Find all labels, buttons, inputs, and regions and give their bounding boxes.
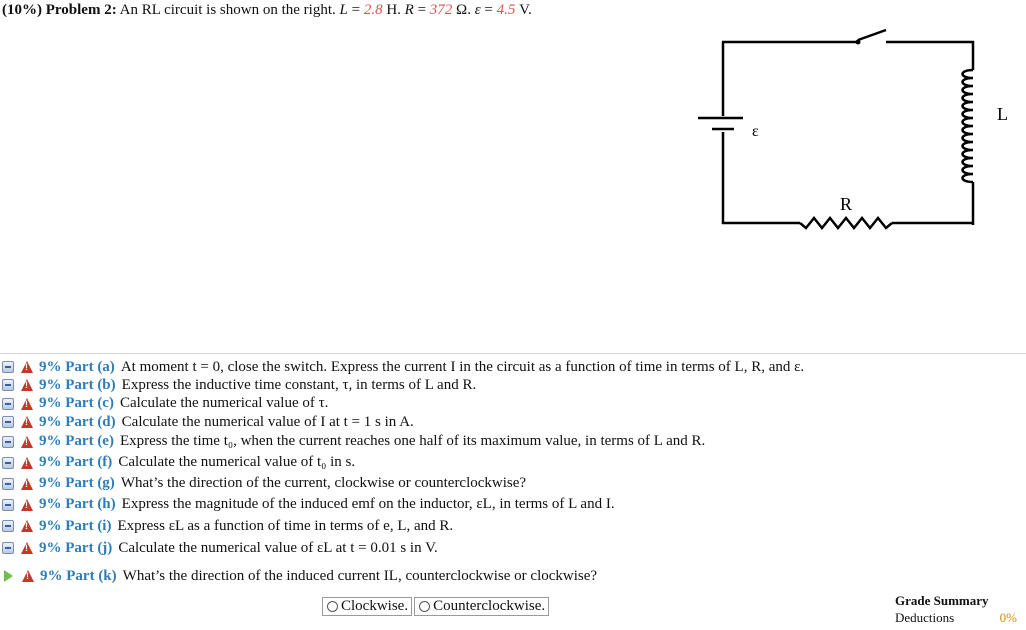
collapse-icon[interactable]	[2, 542, 14, 554]
part-question: Calculate the numerical value of εL at t = 0.01 s in V.	[118, 539, 438, 556]
part-j-row[interactable]	[0, 537, 1026, 559]
part-question: Express εL as a function of time in terms of e, L, and R.	[117, 517, 454, 534]
inductor-coil	[963, 70, 974, 182]
warning-icon	[21, 457, 33, 469]
problem-header: (10%) Problem 2: An RL circuit is shown on the right. L = 2.8 H. R = 372 Ω. ε = 4.5 V.	[2, 2, 532, 18]
part-question: Calculate the numerical value of τ.	[119, 395, 329, 411]
part-question: What’s the direction of the induced current IL, counterclockwise or clockwise?	[122, 567, 598, 584]
problem-intro: An RL circuit is shown on the right.	[119, 2, 336, 18]
emf-unit: V.	[519, 2, 532, 18]
part-h-row[interactable]	[0, 494, 1026, 515]
problem-weight: (10%)	[2, 2, 42, 18]
warning-icon	[21, 520, 33, 532]
collapse-icon[interactable]	[2, 379, 14, 391]
part-i-row[interactable]	[0, 515, 1026, 537]
collapse-icon[interactable]	[2, 457, 14, 469]
part-a-row[interactable]	[0, 358, 1026, 376]
problem-number: Problem 2:	[45, 2, 117, 18]
part-question: Express the time t₀, when the current reaches one half of its maximum value, in terms of L and R.	[119, 433, 706, 449]
option-clockwise[interactable]	[322, 597, 412, 616]
part-c-row[interactable]	[0, 394, 1026, 413]
warning-icon	[22, 570, 34, 582]
part-g-row[interactable]	[0, 473, 1026, 494]
part-question: Express the magnitude of the induced emf on the inductor, εL, in terms of L and I.	[121, 496, 615, 512]
part-question: What’s the direction of the current, clockwise or counterclockwise?	[120, 475, 527, 491]
part-label[interactable]: 9% Part (f)	[39, 454, 113, 470]
emf-symbol: ε	[474, 2, 481, 18]
warning-icon	[21, 361, 33, 373]
L-symbol: L	[339, 2, 348, 18]
L-value: 2.8	[363, 2, 383, 18]
option-counterclockwise[interactable]	[414, 597, 549, 616]
resistor-zigzag	[800, 218, 892, 228]
inductor-label: L	[997, 104, 1008, 124]
radio-button[interactable]	[419, 601, 430, 612]
warning-icon	[21, 416, 33, 428]
part-label[interactable]: 9% Part (c)	[39, 395, 114, 411]
R-value: 372	[429, 2, 453, 18]
grade-summary-title: Grade Summary	[895, 593, 989, 608]
L-unit: H.	[386, 2, 401, 18]
expand-arrow-icon[interactable]	[4, 570, 13, 582]
collapse-icon[interactable]	[2, 478, 14, 490]
resistor-label: R	[840, 194, 853, 214]
part-label[interactable]: 9% Part (k)	[40, 567, 117, 584]
rl-circuit-diagram	[690, 22, 1010, 232]
part-label[interactable]: 9% Part (e)	[39, 433, 114, 449]
part-label[interactable]: 9% Part (j)	[39, 539, 113, 556]
part-k-row[interactable]	[0, 559, 1026, 593]
R-symbol: R	[404, 2, 414, 18]
warning-icon	[21, 436, 33, 448]
collapse-icon[interactable]	[2, 436, 14, 448]
part-f-row[interactable]	[0, 452, 1026, 473]
parts-list	[0, 358, 1026, 593]
part-question: Calculate the numerical value of t₀ in s.	[118, 454, 356, 470]
switch-blade	[858, 30, 886, 40]
part-label[interactable]: 9% Part (b)	[39, 376, 116, 393]
option-label[interactable]: Clockwise.	[341, 598, 409, 614]
emf-value: 4.5	[496, 2, 516, 18]
part-label[interactable]: 9% Part (i)	[39, 517, 112, 534]
emf-label: ε	[752, 123, 759, 140]
collapse-icon[interactable]	[2, 416, 14, 428]
collapse-icon[interactable]	[2, 499, 14, 511]
warning-icon	[21, 398, 33, 410]
radio-button[interactable]	[327, 601, 338, 612]
part-question: Calculate the numerical value of I at t = 1 s in A.	[121, 413, 414, 430]
warning-icon	[21, 379, 33, 391]
part-b-row[interactable]	[0, 376, 1026, 394]
part-label[interactable]: 9% Part (d)	[39, 413, 116, 430]
part-question: At moment t = 0, close the switch. Express the current I in the circuit as a function of time in terms of L, R, and ε.	[120, 358, 805, 375]
part-e-row[interactable]	[0, 431, 1026, 452]
part-label[interactable]: 9% Part (g)	[39, 475, 115, 491]
deductions-label: Deductions	[895, 610, 955, 625]
collapse-icon[interactable]	[2, 361, 14, 373]
answer-options	[322, 597, 551, 616]
section-divider	[0, 353, 1026, 354]
part-question: Express the inductive time constant, τ, in terms of L and R.	[121, 376, 477, 393]
R-unit: Ω.	[456, 2, 471, 18]
grade-deductions-row	[895, 610, 1017, 626]
switch-contact	[856, 40, 861, 45]
collapse-icon[interactable]	[2, 398, 14, 410]
warning-icon	[21, 542, 33, 554]
part-label[interactable]: 9% Part (h)	[39, 496, 116, 512]
warning-icon	[21, 499, 33, 511]
option-label[interactable]: Counterclockwise.	[433, 598, 546, 614]
part-label[interactable]: 9% Part (a)	[39, 358, 115, 375]
part-d-row[interactable]	[0, 413, 1026, 431]
deductions-value: 0%	[999, 610, 1017, 625]
collapse-icon[interactable]	[2, 520, 14, 532]
warning-icon	[21, 478, 33, 490]
